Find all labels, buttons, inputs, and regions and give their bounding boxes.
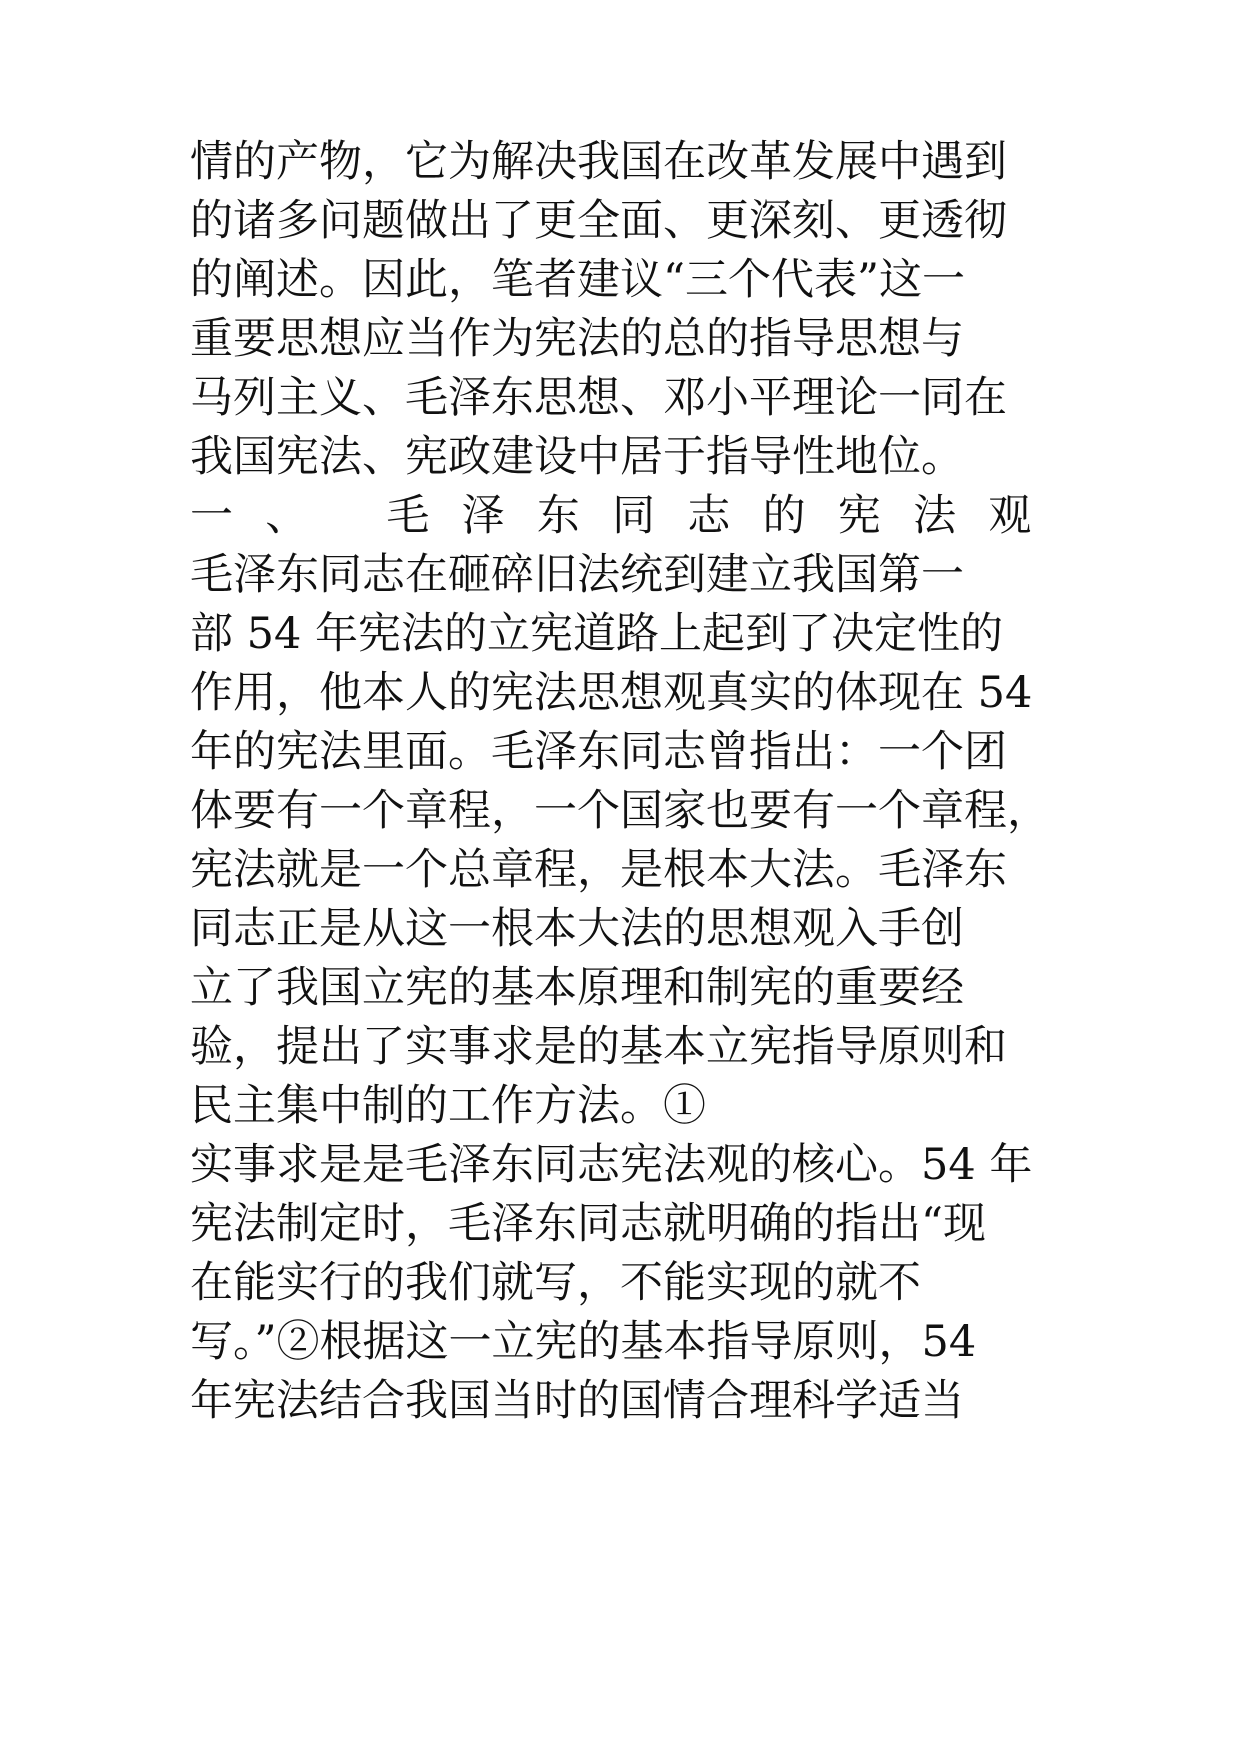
text-line: 实事求是是毛泽东同志宪法观的核心。54 年	[190, 1140, 1033, 1190]
text-line: 作用，他本人的宪法思想观真实的体现在 54	[190, 668, 1033, 718]
text-line: 写。”②根据这一立宪的基本指导原则，54	[190, 1317, 977, 1367]
text-line: 马列主义、毛泽东思想、邓小平理论一同在	[190, 373, 1007, 423]
text-line: 年的宪法里面。毛泽东同志曾指出：一个团	[190, 727, 1007, 777]
section-heading: 一、 毛泽东同志的宪法观	[190, 491, 1064, 541]
text-line: 立了我国立宪的基本原理和制宪的重要经	[190, 963, 964, 1013]
text-line: 的诸多问题做出了更全面、更深刻、更透彻	[190, 196, 1007, 246]
text-line: 的阐述。因此，笔者建议“三个代表”这一	[190, 255, 965, 305]
text-line: 体要有一个章程，一个国家也要有一个章程，	[190, 786, 1050, 836]
text-line: 宪法制定时，毛泽东同志就明确的指出“现	[190, 1199, 986, 1249]
text-line: 重要思想应当作为宪法的总的指导思想与	[190, 314, 964, 364]
text-line: 验，提出了实事求是的基本立宪指导原则和	[190, 1022, 1007, 1072]
text-line: 同志正是从这一根本大法的思想观入手创	[190, 904, 964, 954]
text-line: 宪法就是一个总章程，是根本大法。毛泽东	[190, 845, 1007, 895]
text-line: 民主集中制的工作方法。①	[190, 1081, 706, 1131]
text-line: 我国宪法、宪政建设中居于指导性地位。	[190, 432, 964, 482]
text-line: 毛泽东同志在砸碎旧法统到建立我国第一	[190, 550, 964, 600]
text-line: 在能实行的我们就写，不能实现的就不	[190, 1258, 921, 1308]
text-line: 部 54 年宪法的立宪道路上起到了决定性的	[190, 609, 1004, 659]
text-line: 情的产物，它为解决我国在改革发展中遇到	[190, 137, 1007, 187]
text-line: 年宪法结合我国当时的国情合理科学适当	[190, 1376, 964, 1426]
